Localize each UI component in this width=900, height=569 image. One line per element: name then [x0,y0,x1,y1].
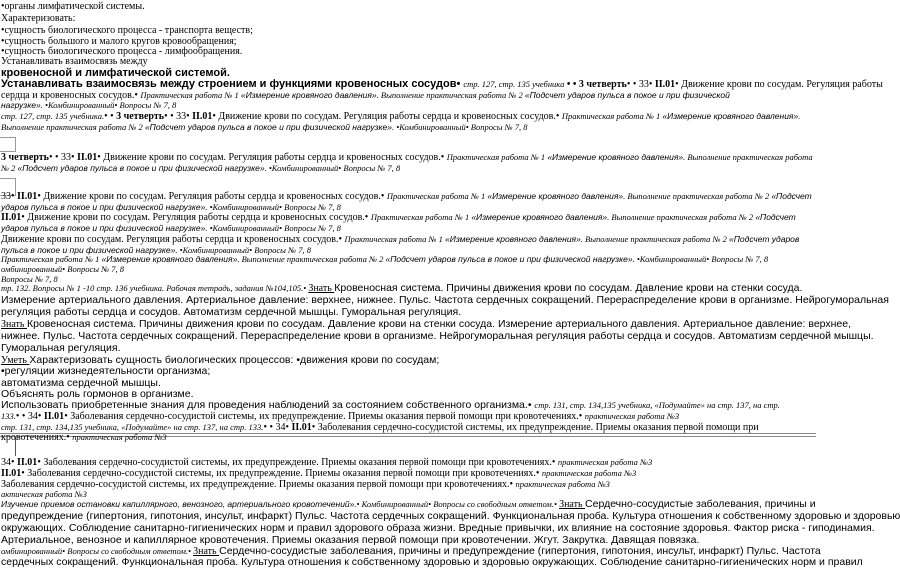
text-segment: •сущность биологического процесса - транспорта веществ; [1,25,253,36]
text-segment: . Выполнение практическая работа [683,152,813,162]
text-segment: «Подсчет ударов [729,234,800,244]
text-segment: •сущность биологического процесса - лимфообращения. [1,46,243,57]
text-segment: • Заболевания сердечно-сосудистой системы, их предупреждение. Приемы оказания первой помощи при кровотечениях.• [21,468,542,479]
text-segment: Устанавливать взаимосвязь между строением и функциями кровеносных сосудов• [1,78,464,90]
text-segment: «Измерение кровяного давления» [445,234,581,244]
text-segment: Артериальное, венозное и капиллярное кровотечения. Приемы оказания первой помощи при кровотечении. Жгут. Закрутка. Давящая повязка. [1,534,700,546]
text-segment: • Движение крови по сосудам. Регуляция работы сердца и кровеносных сосудов.• [21,212,371,223]
text-segment: Практическая работа № 1 [344,234,446,244]
text-segment: . •Комбинированный• Вопросы № 7, 8 [632,254,769,264]
text-segment: кровотечениях.• [1,432,73,443]
text-segment: ударов пульса в покое и при физической нагрузке» [1,223,206,233]
section-label: Знать [193,546,220,557]
text-segment: . •Комбинированный• Вопросы № 7, 8 [205,202,341,212]
text-segment: • • [564,79,579,90]
text-segment: Заболевания сердечно-сосудистой системы, их предупреждение. Приемы оказания первой помощи при кровотечениях.• [1,479,516,490]
text-segment: кровеносной и лимфатической системой. [1,67,230,79]
text-segment: II.01 [192,111,213,122]
text-segment: . •Комбинированный• [40,100,120,110]
text-segment: окружающих. Соблюдение санитарно-гигиенических норм и правил здорового образа жизни. Вредные привычки, их влияние на состояние здоровья. Фактор риска - гиподинамия. [1,522,875,534]
text-line [1,431,816,444]
text-segment: «Измерение кровяного давления» [101,254,238,264]
text-segment: • Заболевания сердечно-сосудистой системы, их предупреждение. Приемы оказания первой помощи при кровотечениях.• [37,457,558,468]
text-segment: II.01 [291,422,312,433]
text-line [1,1,816,13]
text-segment: 3 четверть [116,111,165,122]
text-segment: .• Комбинированный• Вопросы со свободным ответом.• [354,499,560,509]
text-segment: тр. 132. Вопросы № 1 -10 стр. 136 учебника. Рабочая тетрадь, задания №104,105.• [1,283,309,293]
text-segment: «Измерение кровяного давления» [471,212,608,222]
text-segment: практическая работа №3 [72,432,167,442]
text-segment: нижнее. Пульс. Частота сердечных сокращений. Перераспределение крови в организме. Нейрогуморальная регуляция работы сердца и сосудов. Автоматизм сердечной мышцы. [1,330,874,342]
text-segment: Практическая работа № 1 [386,191,488,201]
text-segment: «Подсчет ударов пульса в покое и при физической [524,90,730,100]
text-segment: стр. 131, стр. 134,135 учебника, «Подумайте» на стр. 137, на стр. [534,400,780,410]
text-segment: . Выполнение практическая работа № 2 [623,191,772,201]
text-segment: Сердечно-сосудистые заболевания, причины и предупреждение (гипертония, гипотония, инсульт, инфаркт) Пульс. Частота [219,545,821,557]
text-segment: . Выполнение практическая работа № 2 [237,254,386,264]
text-segment: стр. 127, стр. 135 учебника [463,79,565,89]
text-segment: практическая работа №3 [557,457,653,467]
text-line [1,121,816,134]
text-segment: автоматизма сердечной мышцы. [1,377,161,389]
text-segment: . Выполнение практическая работа № 2 [376,90,525,100]
text-segment: «Подсчет [755,212,796,222]
text-segment: • • 33• [164,111,193,122]
text-segment: сердца и кровеносных сосудов.• [1,90,141,101]
text-segment: . •Комбинированный• Вопросы № 7, 8 [205,223,341,233]
text-segment: • Движение крови по сосудам. Регуляция работы сердца и кровеносных сосудов.• [37,191,387,202]
text-segment: Характеризовать сущность биологических процессов: •движения крови по сосудам; [29,354,440,366]
text-line [1,556,863,569]
section-label: Уметь [1,355,30,366]
text-segment: . Выполнение практическая работа № 2 [607,212,756,222]
text-segment: регуляция работы сердца и сосудов. Автоматизм сердечной мышцы. Гуморальная регуляция. [1,306,462,318]
text-segment: Вопросы № 7, 8 [119,100,177,110]
text-segment: Практическая работа № 1 [561,111,663,121]
section-label: Знать [559,499,586,510]
text-segment: • Движение крови по сосудам. Регуляция работы [675,79,883,90]
text-segment: •регуляции жизнедеятельности организма; [1,365,211,377]
text-segment: • Заболевания сердечно-сосудистой системы, их предупреждение. Приемы оказания первой помощи при [311,422,759,433]
text-segment: «Измерение кровяного давления» [547,152,684,162]
text-segment: Практическая работа № 1 [370,212,472,222]
text-segment: пульса в покое и при физической нагрузке» [1,245,176,255]
text-segment: Измерение артериального давления. Артериальное давление: верхнее, нижнее. Пульс. Частота сердечных сокращений. Перераспределение крови в организме. Нейрогуморальная [1,294,889,306]
text-segment: •сущность большого и малого кругов кровообращения; [1,36,237,47]
text-segment: Практическая работа № 1 [446,152,548,162]
text-segment: 34• [1,457,18,468]
text-segment: практическая работа №3 [584,411,680,421]
text-segment: • Движение крови по сосудам. Регуляция работы сердца и кровеносных сосудов.• [212,111,562,122]
text-segment: • • 34• [263,422,292,433]
text-segment: Сердечно-сосудистые заболевания, причины и [585,498,816,510]
text-line [1,162,816,175]
text-segment: 133. [1,411,16,421]
text-segment: «Подсчет [771,191,812,201]
text-segment: • • 33• [626,79,655,90]
text-segment: Движение крови по сосудам. Регуляция работы сердца и кровеносных сосудов.• [1,234,345,245]
text-segment: ударов пульса в покое и при физической нагрузке» [1,202,206,212]
text-segment: «Подсчет ударов пульса в покое и при физической нагрузке» [385,254,633,264]
text-line [1,13,816,25]
text-segment: стр. 131, стр. 134,135 учебника, «Подумайте» на стр. 137, на стр. 133. [1,422,264,432]
text-segment: • • 33• [48,152,77,163]
text-segment: Устанавливать взаимосвязь между [1,56,148,67]
text-segment: Кровеносная система. Причины движения крови по сосудам. Давление крови на стенки сосуда. Измерение артериального давления. Артериальное давление: верхнее, [26,318,852,330]
text-segment: Гуморальная регуляция. [1,342,121,354]
text-segment: . •Комбинированный• Вопросы № 7, 8 [264,163,401,173]
table-cell-box [0,137,16,152]
text-segment: 3 четверть [1,152,49,163]
text-segment: «Измерение кровяного давления» [240,90,377,100]
section-label: Знать [1,319,27,330]
text-segment: «Подсчет ударов пульса в покое и при физической нагрузке» [17,163,265,173]
section-label: Знать [308,283,335,294]
text-segment: нагрузке» [1,100,41,110]
text-segment: •органы лимфатической системы. [1,1,145,12]
text-segment: Объяснять роль гормонов в организме. [1,388,194,400]
text-segment: Изучение приемов остановки капиллярного, венозного, артериального кровотечений» [1,499,355,509]
text-segment: актическая работа №3 [1,489,87,499]
text-segment: 3 четверть [578,79,627,90]
text-segment: . Выполнение практическая работа № 2 [580,234,730,244]
text-segment: практическая работа №3 [541,468,637,478]
text-segment: «Измерение кровяного давления» [487,191,624,201]
text-segment: Использовать приобретенные знания для проведения наблюдений за состоянием собственного организма.• [1,399,535,411]
text-segment: омбинированный• Вопросы со свободным ответом.• [1,546,194,556]
text-segment: II.01 [17,457,38,468]
text-segment: омбинированный• Вопросы № 7, 8 [1,264,125,274]
text-segment: Практическая работа № 1 [1,254,102,264]
text-segment: II.01 [1,212,22,223]
text-segment: II.01 [17,191,38,202]
text-segment: • • [104,111,117,122]
text-segment: 33• [1,191,18,202]
text-segment: сердечных сокращений. Функциональная проба. Культура отношения к собственному здоровью и здоровью окружающих. Соблюдение санитарно-гигиенических норм и правил [1,556,863,568]
text-segment: Характеризовать: [1,13,76,24]
text-segment: II.01 [1,468,22,479]
text-segment: II.01 [654,79,676,90]
text-segment: Вопросы № 7, 8 [1,274,58,284]
text-segment: . •Комбинированный• Вопросы № 7, 8 [175,245,311,255]
text-segment: № 2 [1,163,18,173]
text-segment: . •Комбинированный• Вопросы № 7, 8 [392,122,528,132]
text-segment: • Движение крови по сосудам. Регуляция работы сердца и кровеносных сосудов.• [97,152,447,163]
text-segment: • Заболевания сердечно-сосудистой системы, их предупреждение. Приемы оказания первой помощи при кровотечениях.• [64,411,585,422]
text-segment: Выполнение практическая работа № 2 [1,122,145,132]
text-segment: стр. 127, стр. 135 учебника. [1,111,105,121]
text-segment: Практическая работа № 1 [140,90,241,100]
text-segment: • • 34• [15,411,44,422]
text-segment: предупреждение (гипертония, гипотония, инсульт, инфаркт) Пульс. Частота сердечных сокращений. Функциональная проба. Культура отношения к собственному здоровью и здоровью [1,510,900,522]
text-segment: II.01 [43,411,65,422]
text-segment: Кровеносная система. Причины движения крови по сосудам. Давление крови на стенки сосуда. [334,282,803,294]
text-segment: «Измерение кровяного давления». [662,111,801,121]
text-segment: II.01 [76,152,98,163]
text-segment: «Подсчет ударов пульса в покое и при физической нагрузке» [144,122,392,132]
text-segment: практическая работа №3 [515,479,610,489]
